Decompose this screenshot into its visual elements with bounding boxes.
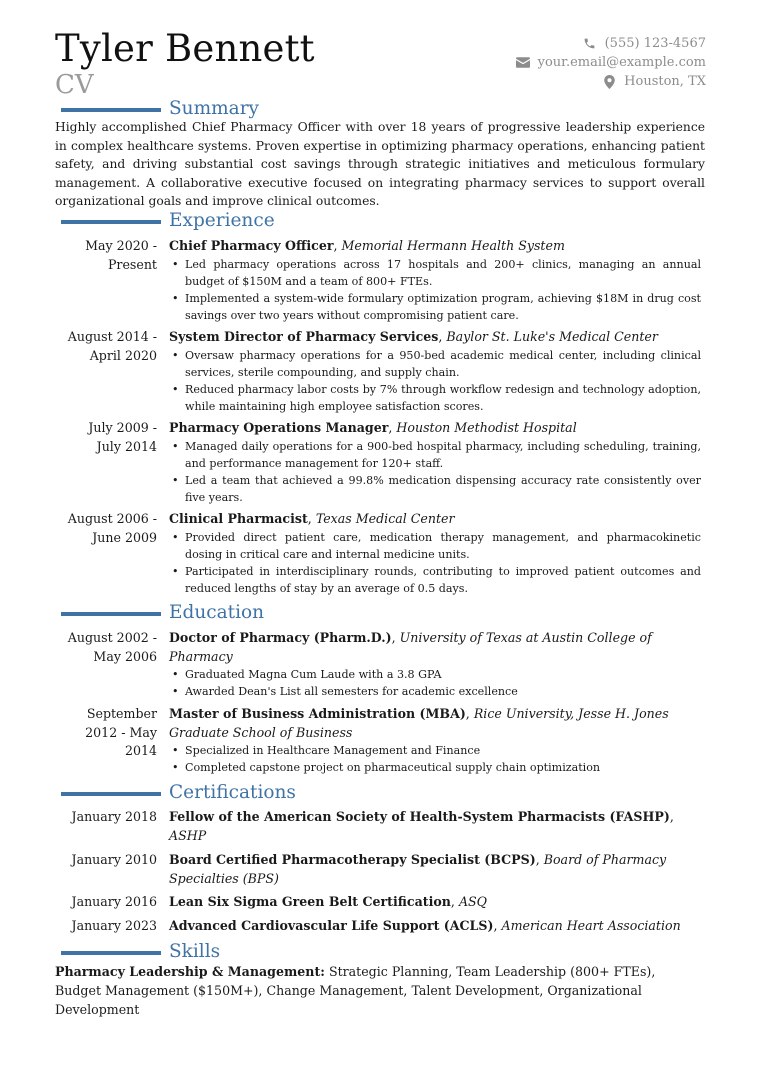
entry-heading: Clinical Pharmacist, Texas Medical Center xyxy=(169,511,455,526)
section-accent-bar xyxy=(61,951,161,955)
date-line: 2012 - May xyxy=(85,724,157,740)
entry-body xyxy=(169,510,701,597)
section-accent-bar xyxy=(61,612,161,616)
date-end: July 2014 xyxy=(96,438,157,454)
bullet-item: • Graduated Magna Cum Laude with a 3.8 GPA xyxy=(169,666,701,683)
location-text: Houston, TX xyxy=(624,74,706,89)
bullet-item: • Oversaw pharmacy operations for a 950-bed academic medical center, including clinical services, sterile compounding, and supply chain. xyxy=(169,347,701,381)
entry-heading: Chief Pharmacy Officer, Memorial Hermann Health System xyxy=(169,238,565,253)
entry-date xyxy=(55,328,157,365)
employer: Memorial Hermann Health System xyxy=(341,238,565,253)
cert-issuer: ASHP xyxy=(169,827,207,843)
bullet-item: • Led a team that achieved a 99.8% medication dispensing accuracy rate consistently over five years. xyxy=(169,472,701,506)
entry-heading: Pharmacy Operations Manager, Houston Methodist Hospital xyxy=(169,420,577,435)
bullet-item: • Completed capstone project on pharmaceutical supply chain optimization xyxy=(169,759,701,776)
date-end: June 2009 xyxy=(92,529,157,545)
entry-body xyxy=(169,419,701,506)
contact-email[interactable] xyxy=(346,53,706,72)
institution: University of Texas at Austin College of Pharmacy xyxy=(169,630,652,664)
cert-issuer: Board of Pharmacy Specialties (BPS) xyxy=(169,852,667,886)
date-line: August 2002 - xyxy=(67,630,157,645)
summary-text: Highly accomplished Chief Pharmacy Officer with over 18 years of progressive leadership experience in complex healthcare systems. Proven expertise in optimizing pharmacy operations, enhancing patient safety, and driving substantial cost savings through strategic initiatives and meticulous formulary management. A collaborative executive focused on integrating pharmacy services to support overall organizational goals and improve clinical outcomes. xyxy=(55,120,705,209)
institution: Rice University, Jesse H. Jones Graduate School of Business xyxy=(169,706,669,740)
entry-body xyxy=(169,328,701,415)
cert-body: Board Certified Pharmacotherapy Specialist (BCPS), Board of Pharmacy Specialties (BPS) xyxy=(169,852,667,886)
date-line: September xyxy=(86,706,157,721)
skills-text xyxy=(55,962,705,1019)
bullet-item: • Specialized in Healthcare Management and Finance xyxy=(169,742,701,759)
contact-block xyxy=(346,34,706,91)
date-end: April 2020 xyxy=(89,347,157,363)
bullet-item: • Implemented a system-wide formulary optimization program, achieving $18M in drug cost savings over two years without compromising patient care. xyxy=(169,290,701,324)
entry-date xyxy=(55,629,157,666)
degree-title: Master of Business Administration (MBA) xyxy=(169,706,466,721)
cert-body: Advanced Cardiovascular Life Support (ACLS), American Heart Association xyxy=(169,918,681,933)
cert-date: January 2018 xyxy=(71,809,157,824)
cert-title: Lean Six Sigma Green Belt Certification xyxy=(169,894,451,909)
entry-heading: Master of Business Administration (MBA), Rice University, Jesse H. Jones Graduate School of Business xyxy=(169,706,669,740)
bullet-item: • Participated in interdisciplinary rounds, contributing to improved patient outcomes and reduced lengths of stay by an average of 0.5 days. xyxy=(169,563,701,597)
bullet-item: • Managed daily operations for a 900-bed hospital pharmacy, including scheduling, training, and performance management for 120+ staff. xyxy=(169,438,701,472)
cert-title: Fellow of the American Society of Health-System Pharmacists (FASHP) xyxy=(169,809,670,824)
cert-date: January 2010 xyxy=(71,852,157,867)
date-start: August 2006 - xyxy=(67,511,157,526)
section-title: Summary xyxy=(169,98,259,119)
phone-icon xyxy=(582,37,598,51)
employer: Texas Medical Center xyxy=(315,511,455,526)
bullet-item: • Reduced pharmacy labor costs by 7% through workflow redesign and technology adoption, while maintaining high employee satisfaction scores. xyxy=(169,381,701,415)
email-address: your.email@example.com xyxy=(537,55,706,70)
entry-heading: System Director of Pharmacy Services, Baylor St. Luke's Medical Center xyxy=(169,329,658,344)
envelope-icon xyxy=(515,56,531,70)
bullet-list xyxy=(169,742,701,776)
entry-body xyxy=(169,237,701,324)
map-pin-icon xyxy=(601,75,617,89)
phone-number: (555) 123-4567 xyxy=(604,36,706,51)
date-line: May 2006 xyxy=(93,648,157,664)
skills-category: Pharmacy Leadership & Management: xyxy=(55,964,325,979)
cert-body: Lean Six Sigma Green Belt Certification, ASQ xyxy=(169,894,487,909)
experience-section-heading xyxy=(0,209,760,233)
cert-issuer: American Heart Association xyxy=(501,918,681,933)
bullet-list xyxy=(169,256,701,324)
section-title: Certifications xyxy=(169,782,296,803)
section-title: Experience xyxy=(169,210,275,231)
cert-date: January 2016 xyxy=(71,894,157,909)
entry-heading: Doctor of Pharmacy (Pharm.D.), University of Texas at Austin College of Pharmacy xyxy=(169,630,652,664)
date-end: Present xyxy=(107,256,157,272)
entry-body xyxy=(169,705,701,776)
contact-phone[interactable] xyxy=(346,34,706,53)
document-subtitle: CV xyxy=(55,70,94,100)
bullet-list xyxy=(169,666,701,700)
entry-date xyxy=(55,510,157,547)
certifications-section-heading xyxy=(0,781,760,805)
section-accent-bar xyxy=(61,108,161,112)
contact-location xyxy=(346,72,706,91)
entry-date xyxy=(55,419,157,456)
bullet-item: • Led pharmacy operations across 17 hospitals and 200+ clinics, managing an annual budget of $150M and a team of 800+ FTEs. xyxy=(169,256,701,290)
date-start: May 2020 - xyxy=(85,238,157,253)
section-title: Skills xyxy=(169,941,221,962)
skills-list: Strategic Planning, Team Leadership (800+ FTEs), Budget Management ($150M+), Change Management, Talent Development, Organizational Development xyxy=(55,964,656,1017)
cert-title: Board Certified Pharmacotherapy Specialist (BCPS) xyxy=(169,852,536,867)
entry-date xyxy=(55,705,157,761)
job-title: System Director of Pharmacy Services xyxy=(169,329,439,344)
candidate-name: Tyler Bennett xyxy=(55,27,315,70)
bullet-list xyxy=(169,529,701,597)
section-title: Education xyxy=(169,602,265,623)
date-start: August 2014 - xyxy=(67,329,157,344)
date-start: July 2009 - xyxy=(88,420,157,435)
employer: Houston Methodist Hospital xyxy=(396,420,577,435)
job-title: Pharmacy Operations Manager xyxy=(169,420,389,435)
bullet-item: • Awarded Dean's List all semesters for academic excellence xyxy=(169,683,701,700)
date-line: 2014 xyxy=(124,743,157,758)
job-title: Clinical Pharmacist xyxy=(169,511,308,526)
employer: Baylor St. Luke's Medical Center xyxy=(446,329,658,344)
entry-date xyxy=(55,237,157,274)
skills-section-heading xyxy=(0,940,760,964)
degree-title: Doctor of Pharmacy (Pharm.D.) xyxy=(169,630,392,645)
section-accent-bar xyxy=(61,792,161,796)
bullet-list xyxy=(169,347,701,415)
bullet-item: • Provided direct patient care, medication therapy management, and pharmacokinetic dosing in critical care and internal medicine units. xyxy=(169,529,701,563)
education-section-heading xyxy=(0,601,760,625)
section-accent-bar xyxy=(61,220,161,224)
cert-date: January 2023 xyxy=(71,918,157,933)
bullet-list xyxy=(169,438,701,506)
cert-issuer: ASQ xyxy=(458,894,487,909)
job-title: Chief Pharmacy Officer xyxy=(169,238,334,253)
entry-body xyxy=(169,629,701,700)
cert-body: Fellow of the American Society of Health-System Pharmacists (FASHP), ASHP xyxy=(169,809,674,843)
cert-title: Advanced Cardiovascular Life Support (ACLS) xyxy=(169,918,494,933)
